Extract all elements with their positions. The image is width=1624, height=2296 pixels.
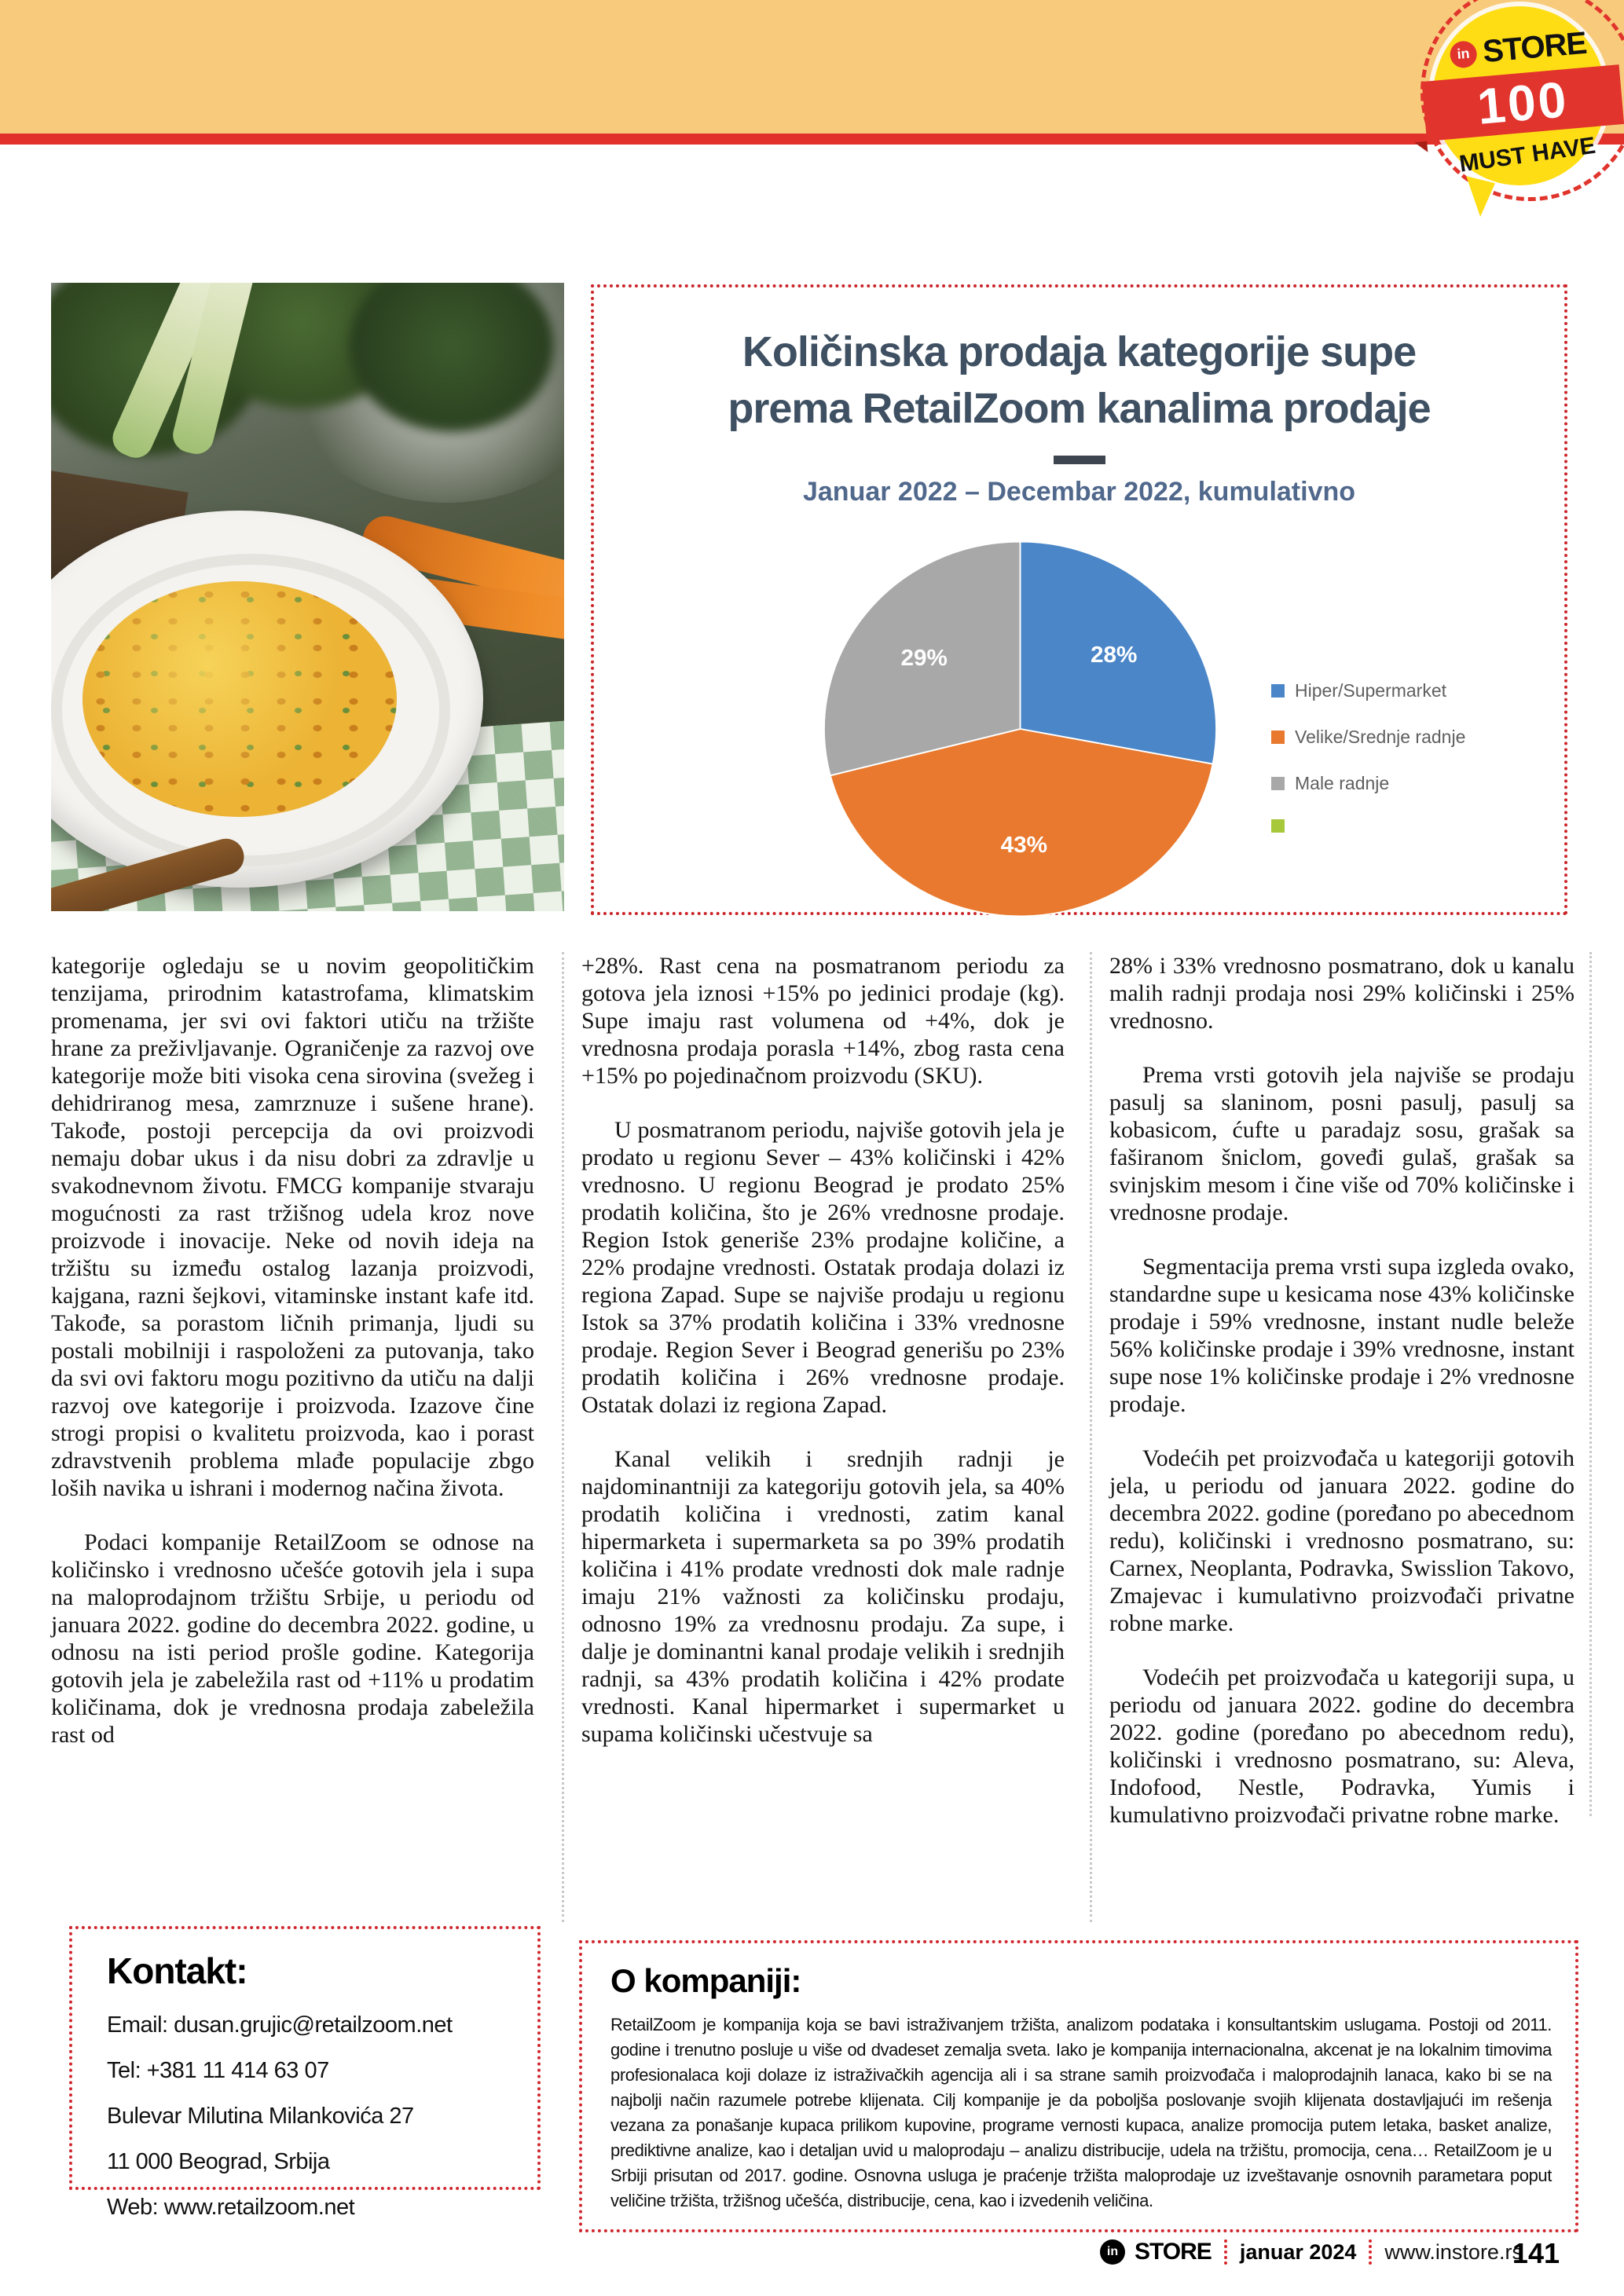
badge-number: 100 [1475,71,1571,135]
legend-marker-icon [1271,684,1285,698]
badge-ribbon [1421,64,1624,141]
footer-separator [1224,2239,1227,2265]
column-divider [1589,952,1592,1816]
contact-web: Web: www.retailzoom.net [107,2195,355,2220]
chart-title-line1: Količinska prodaja kategorije supe [742,328,1417,375]
paragraph: Prema vrsti gotovih jela najviše se prodaju pasulj sa slaninom, posni pasulj, pasulj sa kobasicom, ćufte u paradajz sosu, grašak sa faširanom šniclom, goveđi gulaš, grašak sa svinjskim mesom i čine više od 70% količinske i vrednosne prodaje. [1109,1062,1575,1225]
chart-body [594,507,1564,947]
instore-100-badge [1406,0,1624,236]
in-logo-icon: in [1100,2239,1125,2265]
pie-slice-label: 28% [1091,643,1138,668]
legend-marker-icon [1271,731,1285,744]
paragraph: Kanal velikih i srednjih radnji je najdominantniji za kategoriju gotovih jela, sa 40% prodatih količina i vrednosti, zatim kanal hipermarketa i supermarketa sa po 39% prodatih količina i 41% prodate vrednosti dok male radnje imaju 21% važnosti za količinsku prodaju, odnosno 19% za vrednosnu prodaju. Za supe, i dalje je dominantni kanal prodaje velikih i srednjih radnji, sa 43% prodatih količina i 42% prodate vrednosti. Kanal hipermarket i supermarket u supama količinski učestvuje sa [581,1446,1065,1747]
footer-issue: januar 2024 [1239,2239,1357,2264]
legend-item [1271,680,1515,701]
page-footer [0,2239,1624,2273]
contact-phone: Tel: +381 11 414 63 07 [107,2058,329,2083]
legend-item [1271,773,1515,794]
legend-item [1271,727,1515,748]
paragraph: Segmentacija prema vrsti supa izgleda ovako, standardne supe u kesicama nose 43% količinske prodaje i 59% vrednosne, instant nudle beleže 56% količinske prodaje i 39% vrednosne, instant supe nose 1% količinske prodaje i 2% vrednosne prodaje. [1109,1254,1575,1417]
chart-title-line2: prema RetailZoom kanalima prodaje [728,385,1431,432]
legend-item [1271,819,1515,833]
paragraph: 28% i 33% vrednosno posmatrano, dok u kanalu malih radnji prodaja nosi 29% količinski i 25% vrednosno. [1109,953,1575,1034]
badge-content [1407,22,1624,178]
column-divider [562,952,564,1922]
footer-site: www.instore.rs [1384,2239,1523,2264]
legend-marker-icon [1271,777,1285,790]
sales-chart-panel [591,284,1567,915]
article-body [51,952,1591,1926]
about-body: RetailZoom je kompanija koja se bavi istraživanjem tržišta, analizom podataka i konsultantskim uslugama. Postoji od 2011. godine i trenutno posluje u više od dvadeset zemalja sveta. Iako je kompanija internacionalna, akcenat je na lokalnim timovima profesionalaca koji dolaze iz istraživačkih agencija ali i sa strane samih proizvođača i maloprodajnih lanaca, kako bi se na najbolji način razumele potrebe klijenata. Cilj kompanije je da poboljša poslovanje svojih klijenata dostavljajući im rešenja vezana za ponašanje kupaca prilikom kupovine, programe vernosti kupaca, analize promocija putem letaka, basket analize, prediktivne analize, kao i detaljan uvid u maloprodaju – analizu distribucije, udela na tržištu, promocija, cena… RetailZoom je u Srbiji prisutan od 2017. godine. Osnovna usluga je praćenje tržišta maloprodaje uz izveštavanje osnovnih parametara poput veličine tržišta, tržišnog učešća, distribucije, cena, kao i izvedenih veličina. [610,2015,1552,2210]
article-column-3 [1109,952,1575,1855]
legend-marker-icon [1271,819,1285,833]
article-column-1 [51,952,534,1775]
paragraph: +28%. Rast cena na posmatranom periodu za gotova jela iznosi +15% po jedinici prodaje (kg). Supe imaju rast volumena od +4%, dok je vrednosna prodaja porasla +14%, zbog rasta cena +15% po pojedinačnom proizvodu (SKU). [581,953,1065,1089]
paragraph: kategorije ogledaju se u novim geopolitičkim tenzijama, prirodnim katastrofama, klimatskim promenama, jer svi ovi faktori utiču na tržište hrane za preživljavanje. Ograničenje za razvoj ove kategorije može biti visoka cena sirovina (svežeg i dehidriranog mesa, zamrznuze i sušene hrane). Takođe, postoji percepcija da ovi proizvodi nemaju dobar ukus i da nisu dobri za zdravlje u svakodnevnom životu. FMCG kompanije stvaraju mogućnosti za rast tržišnog udela kroz nove proizvode i inovacije. Neke od novih ideja na tržištu su između ostalog lazanja proizvodi, kajgana, razni šejkovi, vitaminske instant kafe itd. Takođe, sa porastom ličnih primanja, ljudi su postali mobilniji i raspoloženi za putovanja, tako da svi ovi faktoru mogu pozitivno da utiču na dalji razvoj ove kategorije i proizvoda. Izazove čine strogi propisi o kvalitetu proizvoda, kao i porast zdravstvenih problema mlađe populacije zbgo loših navika u ishrani i modernog načina života. [51,953,534,1501]
footer-separator [1369,2239,1372,2265]
contact-street: Bulevar Milutina Milankovića 27 [107,2104,414,2129]
contact-city: 11 000 Beograd, Srbija [107,2149,330,2174]
chart-title [594,324,1564,437]
contact-heading: Kontakt: [107,1950,247,1991]
paragraph: Podaci kompanije RetailZoom se odnose na količinsko i vrednosno učešće gotovih jela i supa na maloprodajnom tržištu Srbije, u periodu od januara 2022. godine do decembra 2022. godine, u odnosu na isti period prošle godine. Kategorija gotovih jela je zabeležila rast od +11% u prodatim količinama, dok je vrednosna prodaja zabeležila rast od [51,1529,534,1748]
paragraph: U posmatranom periodu, najviše gotovih jela je prodato u regionu Sever – 43% količinski i 42% vrednosno. U regionu Beograd je prodato 25% prodatih količina, što je 26% vrednosne prodaje. Region Istok generiše 23% prodajne količine, a 22% prodajne vrednosti. Ostatak prodaja dolazi iz regiona Zapad. Supe se najviše prodaju u regionu Istok sa 37% prodatih količina i 33% vrednosne prodaje. Region Sever i Beograd generišu po 23% prodatih količina i 26% vrednosne prodaje. Ostatak dolazi iz regiona Zapad. [581,1117,1065,1418]
soup-photo [51,283,564,911]
contact-email: Email: dusan.grujic@retailzoom.net [107,2012,453,2038]
masthead-band [0,0,1624,134]
about-company-box [579,1940,1578,2232]
footer-brand-cluster [1100,2239,1523,2265]
page-number: 141 [1512,2237,1560,2269]
photo-soup-bowl [82,581,397,817]
pie-slice-label: 43% [1000,833,1048,859]
pie-chart [818,536,1223,922]
masthead-red-bar [0,134,1624,145]
badge-tagline: MUST HAVE [1457,132,1597,178]
chart-legend [1271,680,1515,858]
chart-subtitle: Januar 2022 – Decembar 2022, kumulativno [802,477,1356,507]
in-logo-icon: in [1449,39,1478,68]
paragraph: Vodećih pet proizvođača u kategoriji supa, u periodu od januara 2022. godine do decembra 2022. godine (poređano po abecednom redu), količinski i vrednosno posmatrano, su: Aleva, Indofood, Nestle, Podravka, Yumis i kumulativno proizvođači privatne robne marke. [1109,1664,1575,1828]
contact-box [69,1926,541,2220]
badge-store-word: STORE [1481,25,1588,70]
legend-label: Male radnje [1295,773,1390,793]
article-column-2 [581,952,1065,1774]
legend-label: Velike/Srednje radnje [1295,727,1466,747]
footer-brand: STORE [1135,2239,1212,2265]
column-divider [1090,952,1092,1922]
paragraph: Vodećih pet proizvođača u kategoriji gotovih jela, u periodu od januara 2022. godine do decembra 2022. godine (poređano po abecednom redu), količinski i vrednosno posmatrano, su: Carnex, Neoplanta, Podravka, Swisslion Takovo, Zmajevac i kumulativno proizvođači privatne robne marke. [1109,1445,1575,1636]
badge-bubble-tail [1457,176,1495,218]
legend-label: Hiper/Supermarket [1295,680,1447,701]
pie-slice-label: 29% [900,646,948,671]
about-heading: O kompaniji: [610,1962,801,1999]
chart-title-dash [1054,456,1105,464]
